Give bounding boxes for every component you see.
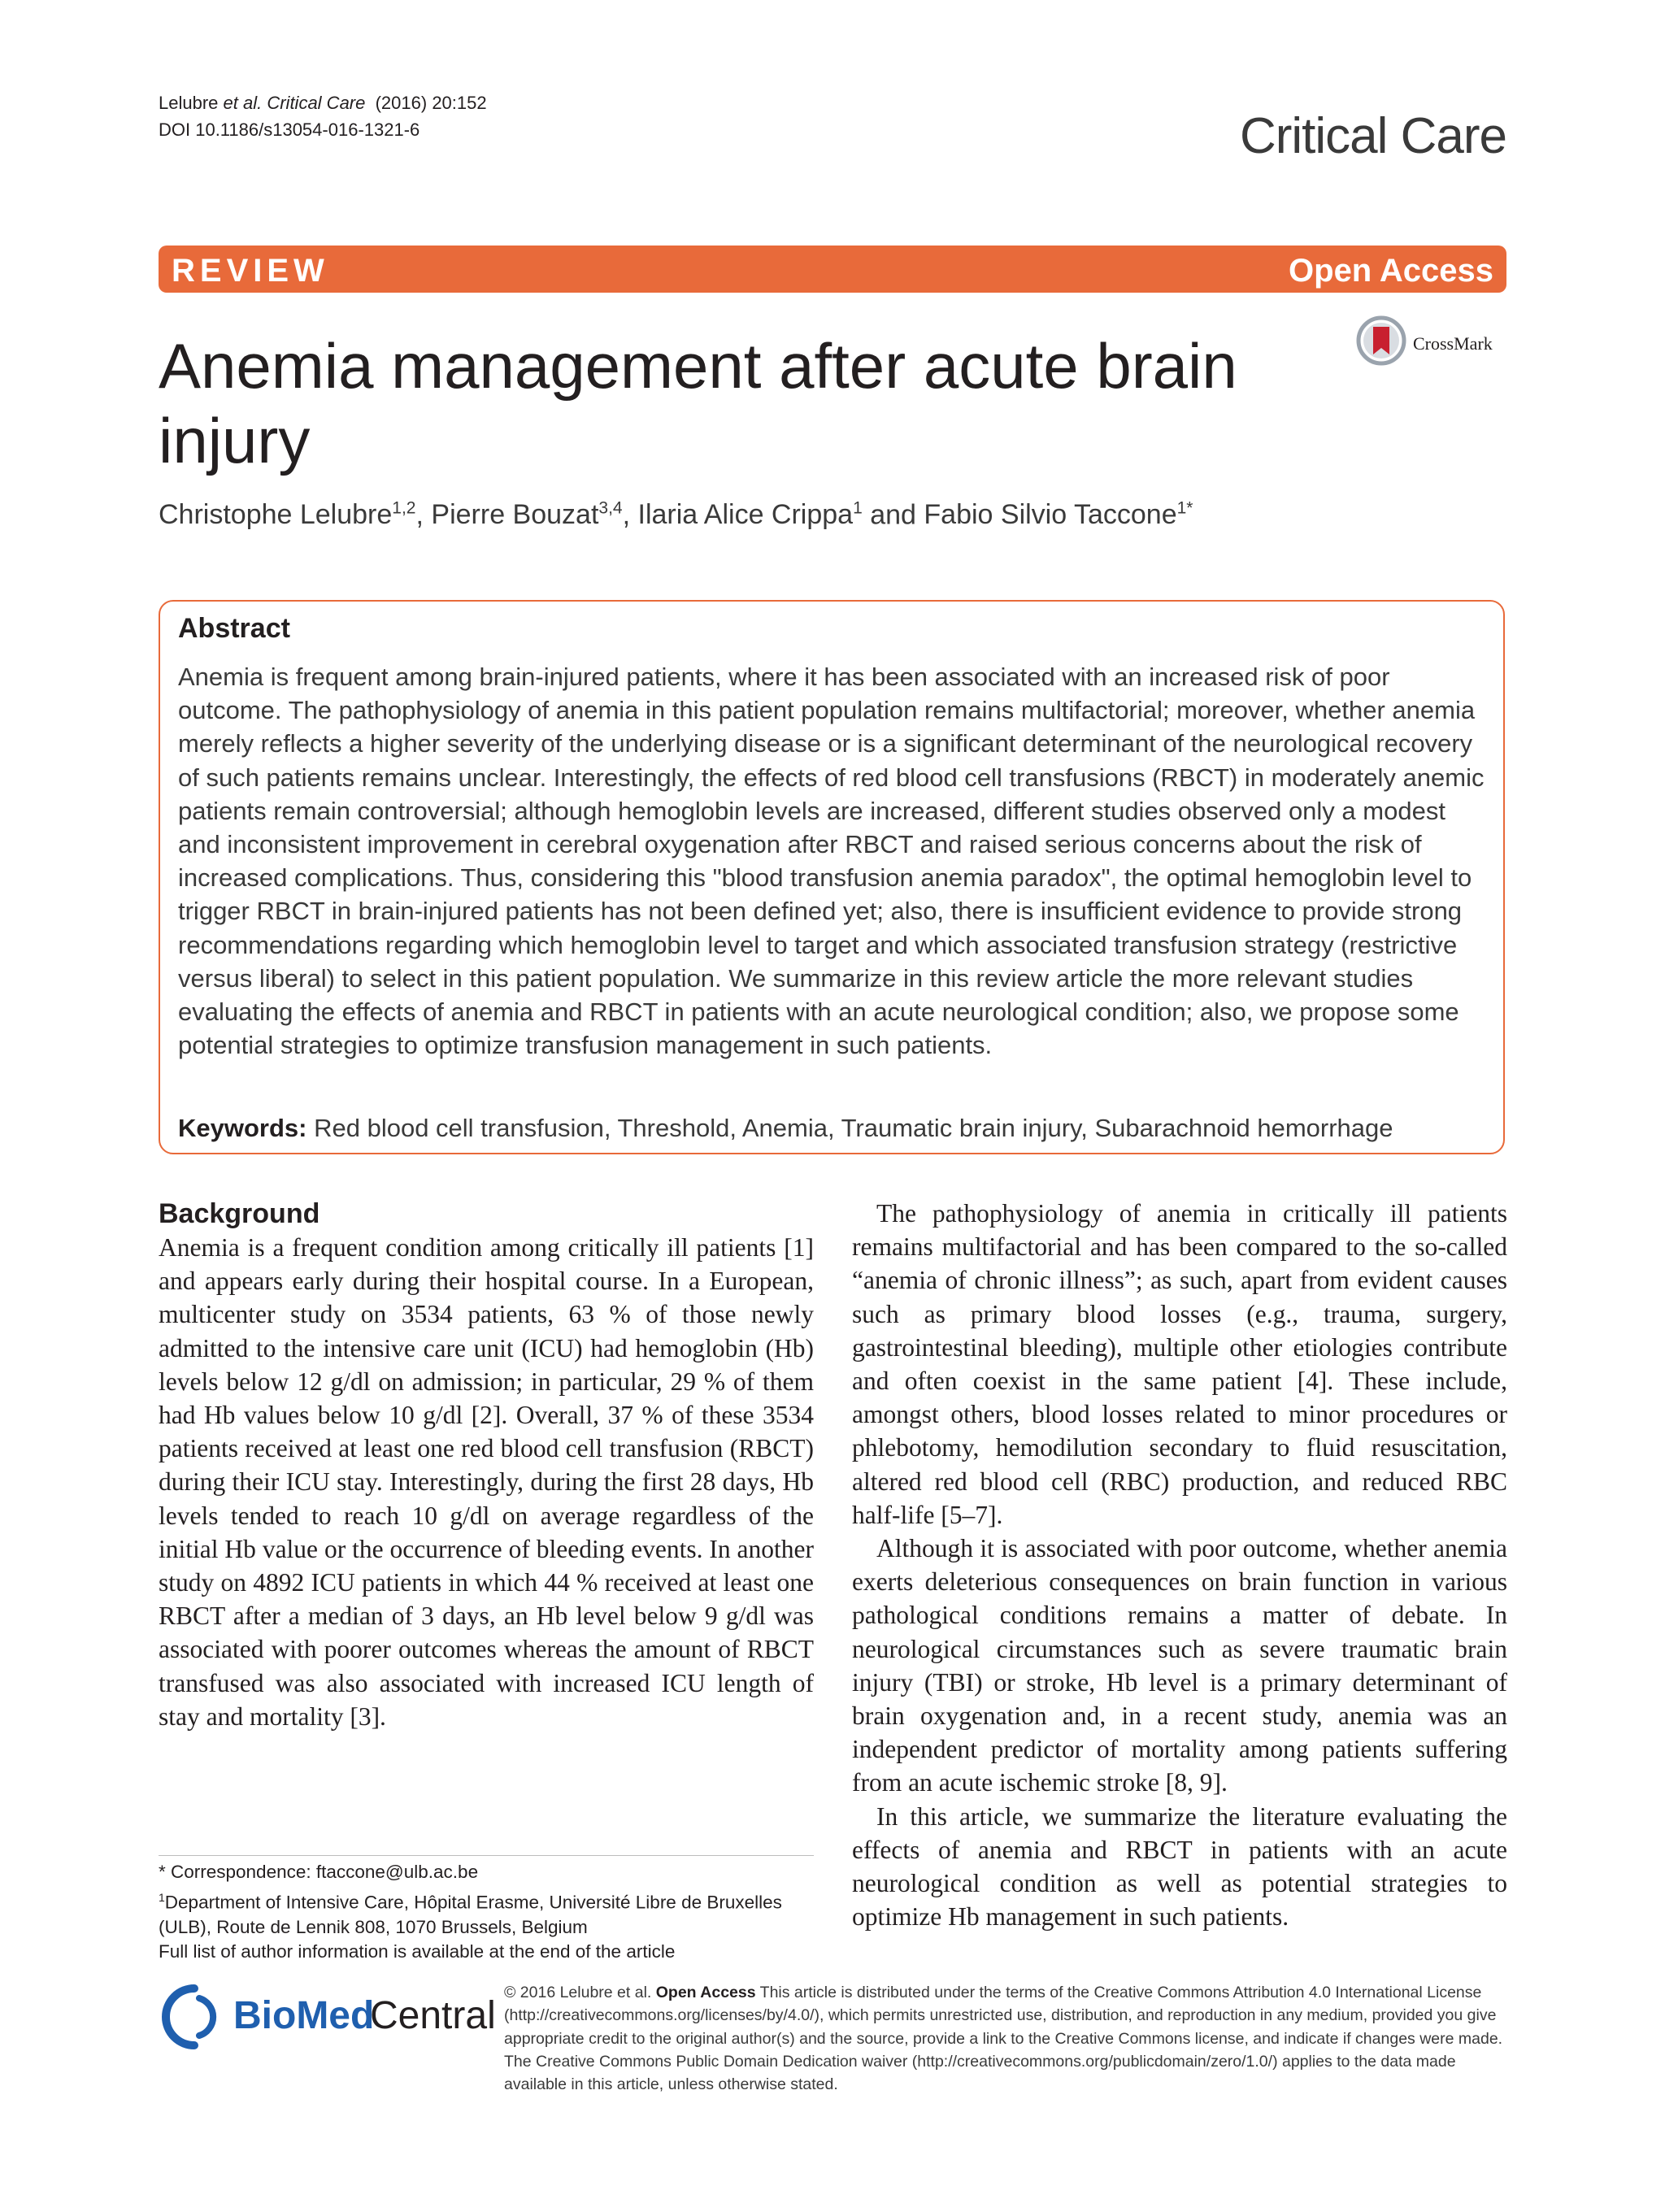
crossmark-icon bbox=[1356, 315, 1406, 366]
citation-header bbox=[159, 89, 487, 143]
footnote bbox=[159, 1860, 814, 1965]
author-list: Christophe Lelubre$^{1,2}$, Pierre Bouzat$^{3,4}$, Ilaria Alice Crippa$^1$ and Fabio Silvio Taccone$^{1*}$ bbox=[159, 499, 1193, 531]
license-text: © 2016 Lelubre et al. Open Access This article is distributed under the terms of the Creative Commons Attribution 4.0 International License (http://creativecommons.org/licenses/by/4.0/), which permits unrestricted use, distribution, and reproduction in any medium, provided you give appropriate credit to the original author(s) and the source, provide a link to the Creative Commons license, and indicate if changes were made. The Creative Commons Public Domain Dedication waiver (http://creativecommons.org/publicdomain/zero/1.0/) applies to the data made available in this article, unless otherwise stated. bbox=[504, 1984, 1503, 2094]
biomed-central-icon bbox=[159, 1984, 227, 2050]
crossmark-label: CrossMark bbox=[1413, 333, 1493, 354]
journal-logo: Critical Care bbox=[1239, 108, 1506, 164]
author-info-note: Full list of author information is available at the end of the article bbox=[159, 1941, 676, 1962]
paragraph: In this article, we summarize the literature evaluating the effects of anemia and RBCT in patients with an acute neurological condition as well as potential strategies to optimize Hb management in such patients. bbox=[852, 1801, 1507, 1932]
section-heading-background: Background bbox=[159, 1198, 320, 1229]
citation-line: Lelubre et al. Critical Care (2016) 20:152 bbox=[159, 93, 487, 113]
open-access-label: Open Access bbox=[1289, 253, 1493, 289]
keywords-list: Red blood cell transfusion, Threshold, Anemia, Traumatic brain injury, Subarachnoid hemorrhage bbox=[314, 1114, 1393, 1142]
keywords bbox=[178, 1114, 1489, 1143]
paragraph: Anemia is a frequent condition among critically ill patients [1] and appears early during their hospital course. In a European, multicenter study on 3534 patients, 63 % of those newly admitted to the intensive care unit (ICU) had hemoglobin (Hb) levels below 12 g/dl on admission; in particular, 29 % of them had Hb values below 10 g/dl [2]. Overall, 37 % of these 3534 patients received at least one red blood cell transfusion (RBCT) during their ICU stay. Interestingly, during the first 28 days, Hb levels tended to reach 10 g/dl on average regardless of the initial Hb value or the occurrence of bleeding events. In another study on 4892 ICU patients in which 44 % received at least one RBCT after a median of 3 days, an Hb level below 9 g/dl was associated with poorer outcomes whereas the amount of RBCT transfused was also associated with increased ICU length of stay and mortality [3]. bbox=[159, 1233, 814, 1731]
abstract-box bbox=[159, 600, 1505, 1154]
publisher-name-bold: BioMed bbox=[233, 1994, 375, 2037]
article-type-banner bbox=[159, 246, 1506, 293]
right-column bbox=[852, 1197, 1507, 1933]
left-column bbox=[159, 1197, 814, 1733]
author[interactable]: Pierre Bouzat$^{3,4}$ bbox=[431, 499, 623, 531]
paragraph: The pathophysiology of anemia in critically ill patients remains multifactorial and has been compared to the so-called “anemia of chronic illness”; as such, apart from evident causes such as primary blood losses (e.g., trauma, surgery, gastrointestinal bleeding), multiple other etiologies contribute and often coexist in the same patient [4]. These include, amongst others, blood losses related to minor procedures or phlebotomy, hemodilution secondary to fluid resuscitation, altered red blood cell (RBC) production, and reduced RBC half-life [5–7]. bbox=[852, 1199, 1507, 1529]
footnote-divider bbox=[159, 1855, 814, 1856]
crossmark-button[interactable] bbox=[1356, 315, 1527, 372]
keywords-label: Keywords: bbox=[178, 1114, 307, 1142]
author[interactable]: Christophe Lelubre$^{1,2}$ bbox=[159, 499, 416, 531]
paragraph: Although it is associated with poor outcome, whether anemia exerts deleterious consequences on brain function in various pathological conditions remains a matter of debate. In neurological circumstances such as severe traumatic brain injury (TBI) or stroke, Hb level is a primary determinant of brain oxygenation and, in a recent study, anemia was an independent predictor of mortality among patients suffering from an acute ischemic stroke [8, 9]. bbox=[852, 1534, 1507, 1797]
publisher-logo[interactable] bbox=[159, 1984, 500, 2050]
author[interactable]: Ilaria Alice Crippa$^1$ bbox=[637, 499, 863, 531]
author[interactable]: Fabio Silvio Taccone$^{1*}$ bbox=[924, 499, 1193, 531]
abstract-text: Anemia is frequent among brain-injured patients, where it has been associated with an increased risk of poor outcome. The pathophysiology of anemia in this patient population remains multifactorial; moreover, whether anemia merely reflects a higher severity of the underlying disease or is a significant determinant of the neurological recovery of such patients remains unclear. Interestingly, the effects of red blood cell transfusions (RBCT) in moderately anemic patients remain controversial; although hemoglobin levels are increased, different studies observed only a modest and inconsistent improvement in cerebral oxygenation after RBCT and raised serious concerns about the risk of increased complications. Thus, considering this "blood transfusion anemia paradox", the optimal hemoglobin level to trigger RBCT in brain-injured patients has not been defined yet; also, there is insufficient evidence to provide strong recommendations regarding which hemoglobin level to target and which associated transfusion strategy (restrictive versus liberal) to select in this patient population. We summarize in this review article the more relevant studies evaluating the effects of anemia and RBCT in patients with an acute neurological condition; also, we propose some potential strategies to optimize transfusion management in such patients. bbox=[178, 663, 1485, 1060]
article-type: REVIEW bbox=[172, 253, 329, 289]
article-title: Anemia management after acute brain injury bbox=[159, 330, 1237, 476]
doi[interactable]: DOI 10.1186/s13054-016-1321-6 bbox=[159, 120, 420, 140]
affiliation: $^1$Department of Intensive Care, Hôpital Erasme, Université Libre de Bruxelles (ULB), Route de Lennik 808, 1070 Brussels, Belgium bbox=[159, 1890, 782, 1937]
abstract-heading: Abstract bbox=[178, 613, 290, 644]
publisher-name: Central bbox=[370, 1994, 496, 2037]
correspondence[interactable]: * Correspondence: ftaccone@ulb.ac.be bbox=[159, 1862, 479, 1882]
